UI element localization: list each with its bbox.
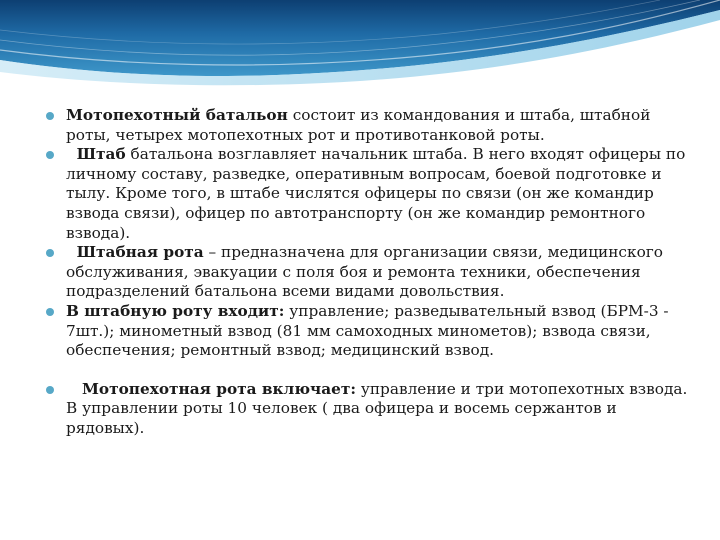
- item-lead: Мотопехотный батальон: [66, 106, 288, 124]
- list-item: [44, 380, 694, 439]
- list-item: [44, 106, 694, 145]
- item-text: батальона возглавляет начальник штаба. В него входят офицеры по личному составу, разведке, оперативным вопросам, боевой подготовке и тылу. Кроме того, в штабе числятся офицеры по связи (он же командир взвода связи), офицер по автотранспорту (он же командир ремонтного взвода).: [66, 145, 686, 242]
- bullet-icon: [46, 386, 54, 394]
- item-lead: В штабную роту входит:: [66, 301, 285, 320]
- bullet-icon: [46, 249, 54, 257]
- bullet-icon: [46, 151, 54, 159]
- item-lead: Мотопехотная рота включает:: [66, 379, 356, 398]
- item-text: – предназначена для организации связи, медицинского обслуживания, эвакуации с поля боя и ремонта техники, обеспечения подразделений батальона всеми видами довольствия.: [66, 243, 663, 301]
- item-text: управление и три мотопехотных взвода. В управлении роты 10 человек ( два офицера и восемь сержантов и рядовых).: [66, 379, 688, 437]
- item-text: управление; разведывательный взвод (БРМ-3 - 7шт.); минометный взвод (81 мм самоходных минометов); взвода связи, обеспечения; ремонтный взвод; медицинский взвод.: [66, 301, 669, 360]
- bullet-icon: [46, 112, 54, 120]
- list-item: [44, 302, 694, 361]
- item-text: состоит из командования и штаба, штабной роты, четырех мотопехотных рот и противотанковой роты.: [66, 106, 651, 144]
- item-lead: Штаб: [66, 145, 126, 164]
- item-lead: Штабная рота: [66, 243, 204, 262]
- list-item: [44, 243, 694, 302]
- decorative-header-band: [0, 0, 720, 88]
- bullet-icon: [46, 308, 54, 316]
- list-item: [44, 145, 694, 243]
- bullet-list: [44, 106, 694, 439]
